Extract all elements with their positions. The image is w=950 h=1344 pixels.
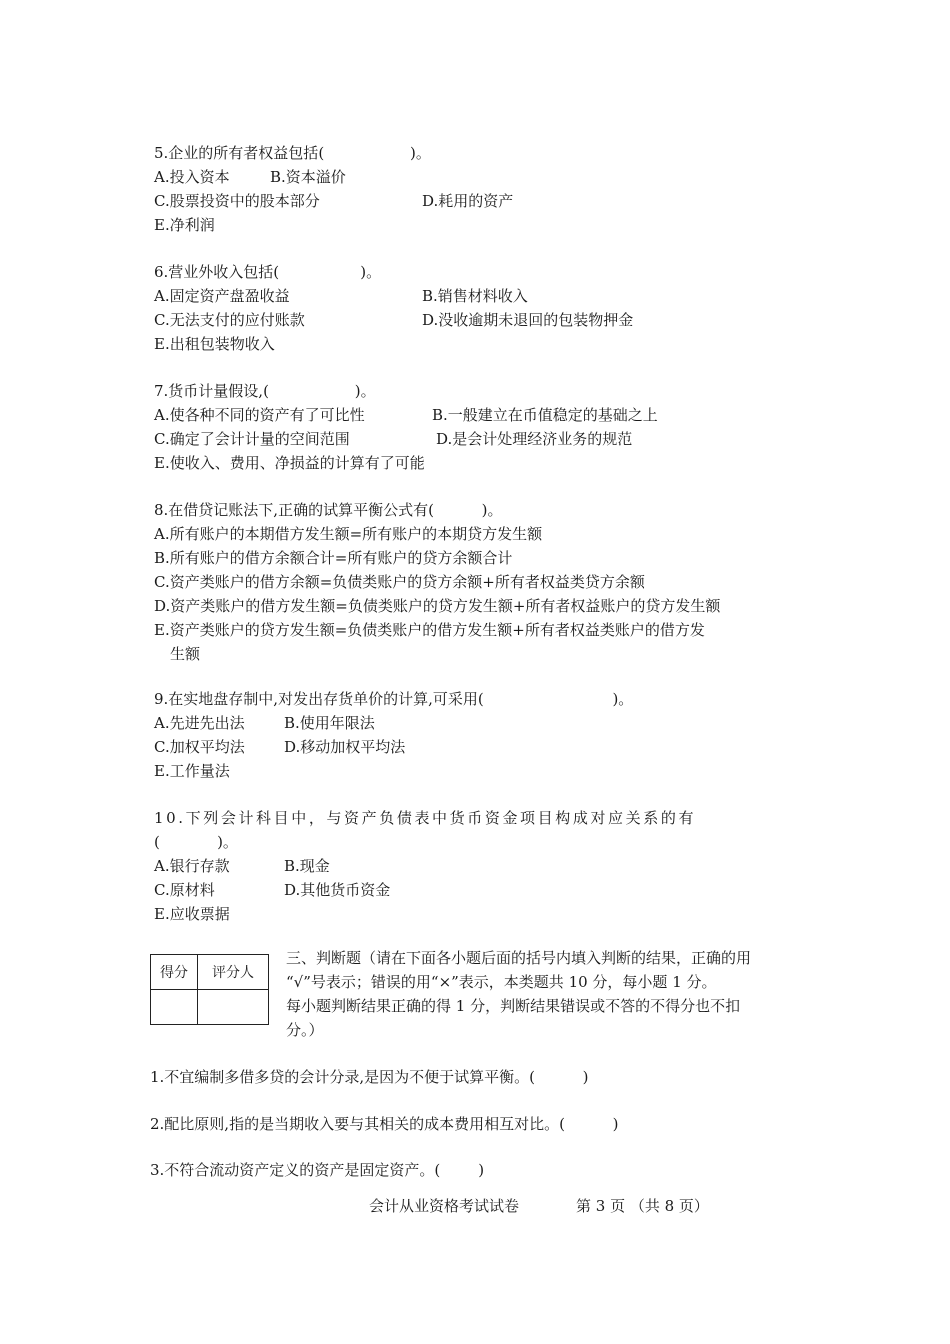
q9-option-c: C.加权平均法: [154, 738, 245, 756]
q10-stem: 10.下列会计科目中，与资产负债表中货币资金项目构成对应关系的有: [154, 809, 697, 827]
section3-line4: 分。）: [286, 1021, 324, 1039]
q9-option-a: A.先进先出法: [154, 714, 245, 732]
q7-stem: 7.货币计量假设,( )。: [154, 382, 376, 400]
q10-option-d: D.其他货币资金: [284, 881, 391, 899]
q10-option-b: B.现金: [284, 857, 330, 875]
q10-option-a: A.银行存款: [154, 857, 230, 875]
q9-option-d: D.移动加权平均法: [284, 738, 406, 756]
grader-header: 评分人: [198, 955, 269, 990]
q5-option-d: D.耗用的资产: [422, 192, 514, 210]
q6-option-b: B.销售材料收入: [422, 287, 528, 305]
section3-line2: “√”号表示；错误的用“×”表示，本类题共 10 分，每小题 1 分。: [286, 973, 717, 991]
q7-option-b: B.一般建立在币值稳定的基础之上: [432, 406, 658, 424]
q7-option-d: D.是会计处理经济业务的规范: [436, 430, 633, 448]
q6-stem: 6.营业外收入包括( )。: [154, 263, 382, 281]
footer-page-number: 第 3 页 （共 8 页）: [576, 1197, 709, 1215]
q9-stem: 9.在实地盘存制中,对发出存货单价的计算,可采用( )。: [154, 690, 634, 708]
q8-option-b: B.所有账户的借方余额合计=所有账户的贷方余额合计: [154, 549, 513, 567]
q7-option-e: E.使收入、费用、净损益的计算有了可能: [154, 454, 425, 472]
q10-stem-cont: ( )。: [154, 833, 238, 851]
score-cell[interactable]: [151, 990, 198, 1025]
q8-option-e-cont: 生额: [170, 645, 201, 663]
q8-option-d: D.资产类账户的借方发生额=负债类账户的贷方发生额+所有者权益账户的贷方发生额: [154, 597, 721, 615]
q5-option-c: C.股票投资中的股本部分: [154, 192, 320, 210]
q10-option-e: E.应收票据: [154, 905, 230, 923]
judge-3: 3.不符合流动资产定义的资产是固定资产。( ): [150, 1161, 485, 1179]
q5-stem: 5.企业的所有者权益包括( )。: [154, 144, 431, 162]
q7-option-c: C.确定了会计计量的空间范围: [154, 430, 350, 448]
grader-cell[interactable]: [198, 990, 269, 1025]
section3-line1: 三、判断题（请在下面各小题后面的括号内填入判断的结果，正确的用: [286, 949, 752, 967]
score-header: 得分: [151, 955, 198, 990]
q9-option-b: B.使用年限法: [284, 714, 375, 732]
q10-option-c: C.原材料: [154, 881, 215, 899]
judge-2: 2.配比原则,指的是当期收入要与其相关的成本费用相互对比。( ): [150, 1115, 619, 1133]
q5-option-a: A.投入资本: [154, 168, 230, 186]
q8-option-a: A.所有账户的本期借方发生额=所有账户的本期贷方发生额: [154, 525, 543, 543]
q7-option-a: A.使各种不同的资产有了可比性: [154, 406, 365, 424]
q5-option-e: E.净利润: [154, 216, 215, 234]
q6-option-a: A.固定资产盘盈收益: [154, 287, 290, 305]
q6-option-c: C.无法支付的应付账款: [154, 311, 305, 329]
q9-option-e: E.工作量法: [154, 762, 230, 780]
section3-line3: 每小题判断结果正确的得 1 分，判断结果错误或不答的不得分也不扣: [286, 997, 741, 1015]
q6-option-d: D.没收逾期未退回的包装物押金: [422, 311, 634, 329]
q8-stem: 8.在借贷记账法下,正确的试算平衡公式有( )。: [154, 501, 503, 519]
footer-title: 会计从业资格考试试卷: [369, 1197, 520, 1215]
q8-option-e: E.资产类账户的贷方发生额=负债类账户的借方发生额+所有者权益类账户的借方发: [154, 621, 705, 639]
q5-option-b: B.资本溢价: [270, 168, 346, 186]
q8-option-c: C.资产类账户的借方余额=负债类账户的贷方余额+所有者权益类贷方余额: [154, 573, 645, 591]
score-table: [150, 954, 269, 1025]
q6-option-e: E.出租包装物收入: [154, 335, 275, 353]
judge-1: 1.不宜编制多借多贷的会计分录,是因为不便于试算平衡。( ): [150, 1068, 589, 1086]
